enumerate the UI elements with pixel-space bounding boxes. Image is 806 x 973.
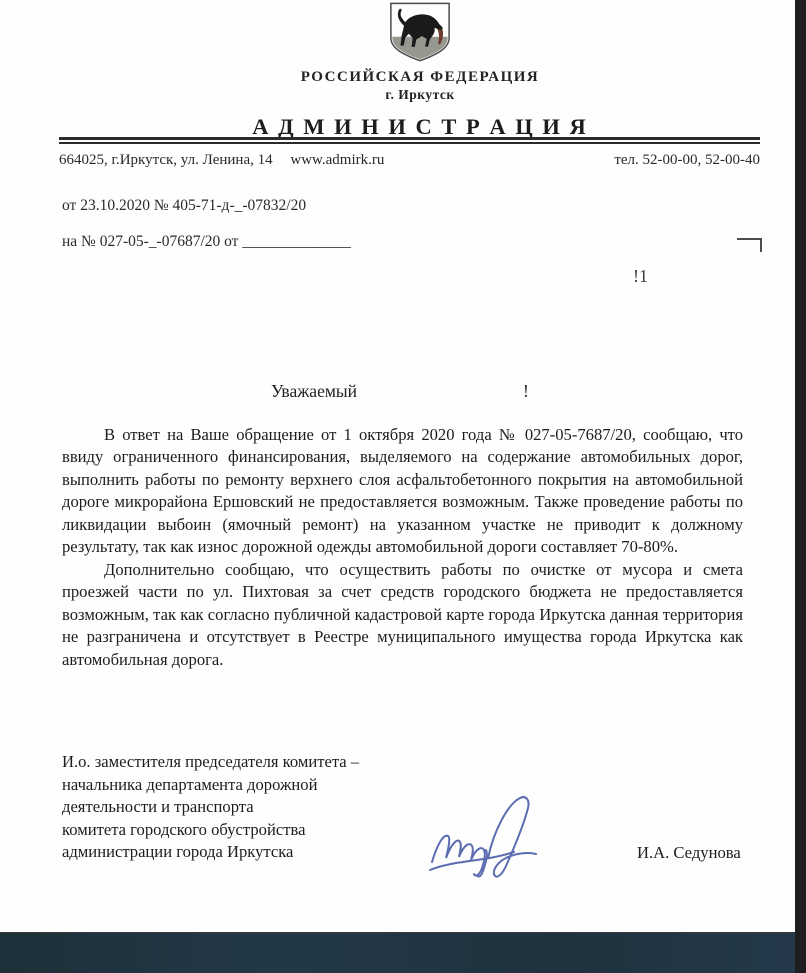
salutation-exclamation: ! <box>523 381 529 401</box>
signer-position-line: И.о. заместителя председателя комитета – <box>62 752 360 771</box>
redacted-text-fragment: !1 <box>633 266 648 286</box>
handwritten-signature <box>424 790 562 888</box>
outgoing-reference-line: от 23.10.2020 № 405-71-д-_-07832/20 <box>62 197 307 214</box>
phone-numbers: тел. 52-00-00, 52-00-40 <box>614 152 760 168</box>
letterhead <box>40 0 800 140</box>
address-zone-corner-mark <box>737 238 762 252</box>
irkutsk-coat-of-arms-emblem <box>381 2 459 64</box>
salutation-redacted-name-gap <box>357 381 523 402</box>
letterhead-city: г. Иркутск <box>385 87 455 102</box>
scan-right-edge-strip <box>795 0 806 973</box>
letterhead-organization-title: А Д М И Н И С Т Р А Ц И Я <box>252 114 588 139</box>
contact-row <box>59 152 760 169</box>
scan-bottom-band <box>0 932 806 973</box>
body-paragraph-2: Дополнительно сообщаю, что осуществить работы по очистке от мусора и смета проезжей части по ул. Пихтовая за счет средств городского бюджета не предоставляется возможным, так как согласно публичной кадастровой карте города Иркутска данная территория не разграничена и отсутствует в Реестре муниципального имущества города Иркутска как автомобильная дорога. <box>62 559 743 669</box>
salutation-prefix: Уважаемый <box>271 381 358 401</box>
website-text: www.admirk.ru <box>290 152 385 168</box>
incoming-reference-line: на № 027-05-_-07687/20 от ______________ <box>62 233 351 250</box>
letterhead-double-rule <box>59 137 760 144</box>
letterhead-address-line <box>59 152 384 169</box>
signer-position-line: начальника департамента дорожной <box>62 774 318 794</box>
postal-address: 664025, г.Иркутск, ул. Ленина, 14 <box>59 152 273 168</box>
signer-position-line: деятельности и транспорта <box>62 797 254 816</box>
salutation-line <box>62 381 743 402</box>
signer-position-block <box>62 751 422 864</box>
body-paragraph-1: В ответ на Ваше обращение от 1 октября 2020 года № 027-05-7687/20, сообщаю, что ввиду ограниченного финансирования, выделяемого на содержание автомобильных дорог, выполнить работы по ремонту верхнего слоя асфальтобетонного покрытия на автомобильной дороге микрорайона Ершовский не предоставляется возможным. Также проведение работы по ликвидации выбоин (ямочный ремонт) на указанном участке не приводит к должному результату, так как износ дорожной одежды автомобильной дороги составляет 70-80%. <box>62 425 743 557</box>
letterhead-country: РОССИЙСКАЯ ФЕДЕРАЦИЯ <box>300 69 540 85</box>
signer-position-line: администрации города Иркутска <box>62 842 294 861</box>
letter-body <box>62 424 743 671</box>
signer-position-line: комитета городского обустройства <box>62 819 306 839</box>
signer-name: И.А. Седунова <box>637 843 741 862</box>
